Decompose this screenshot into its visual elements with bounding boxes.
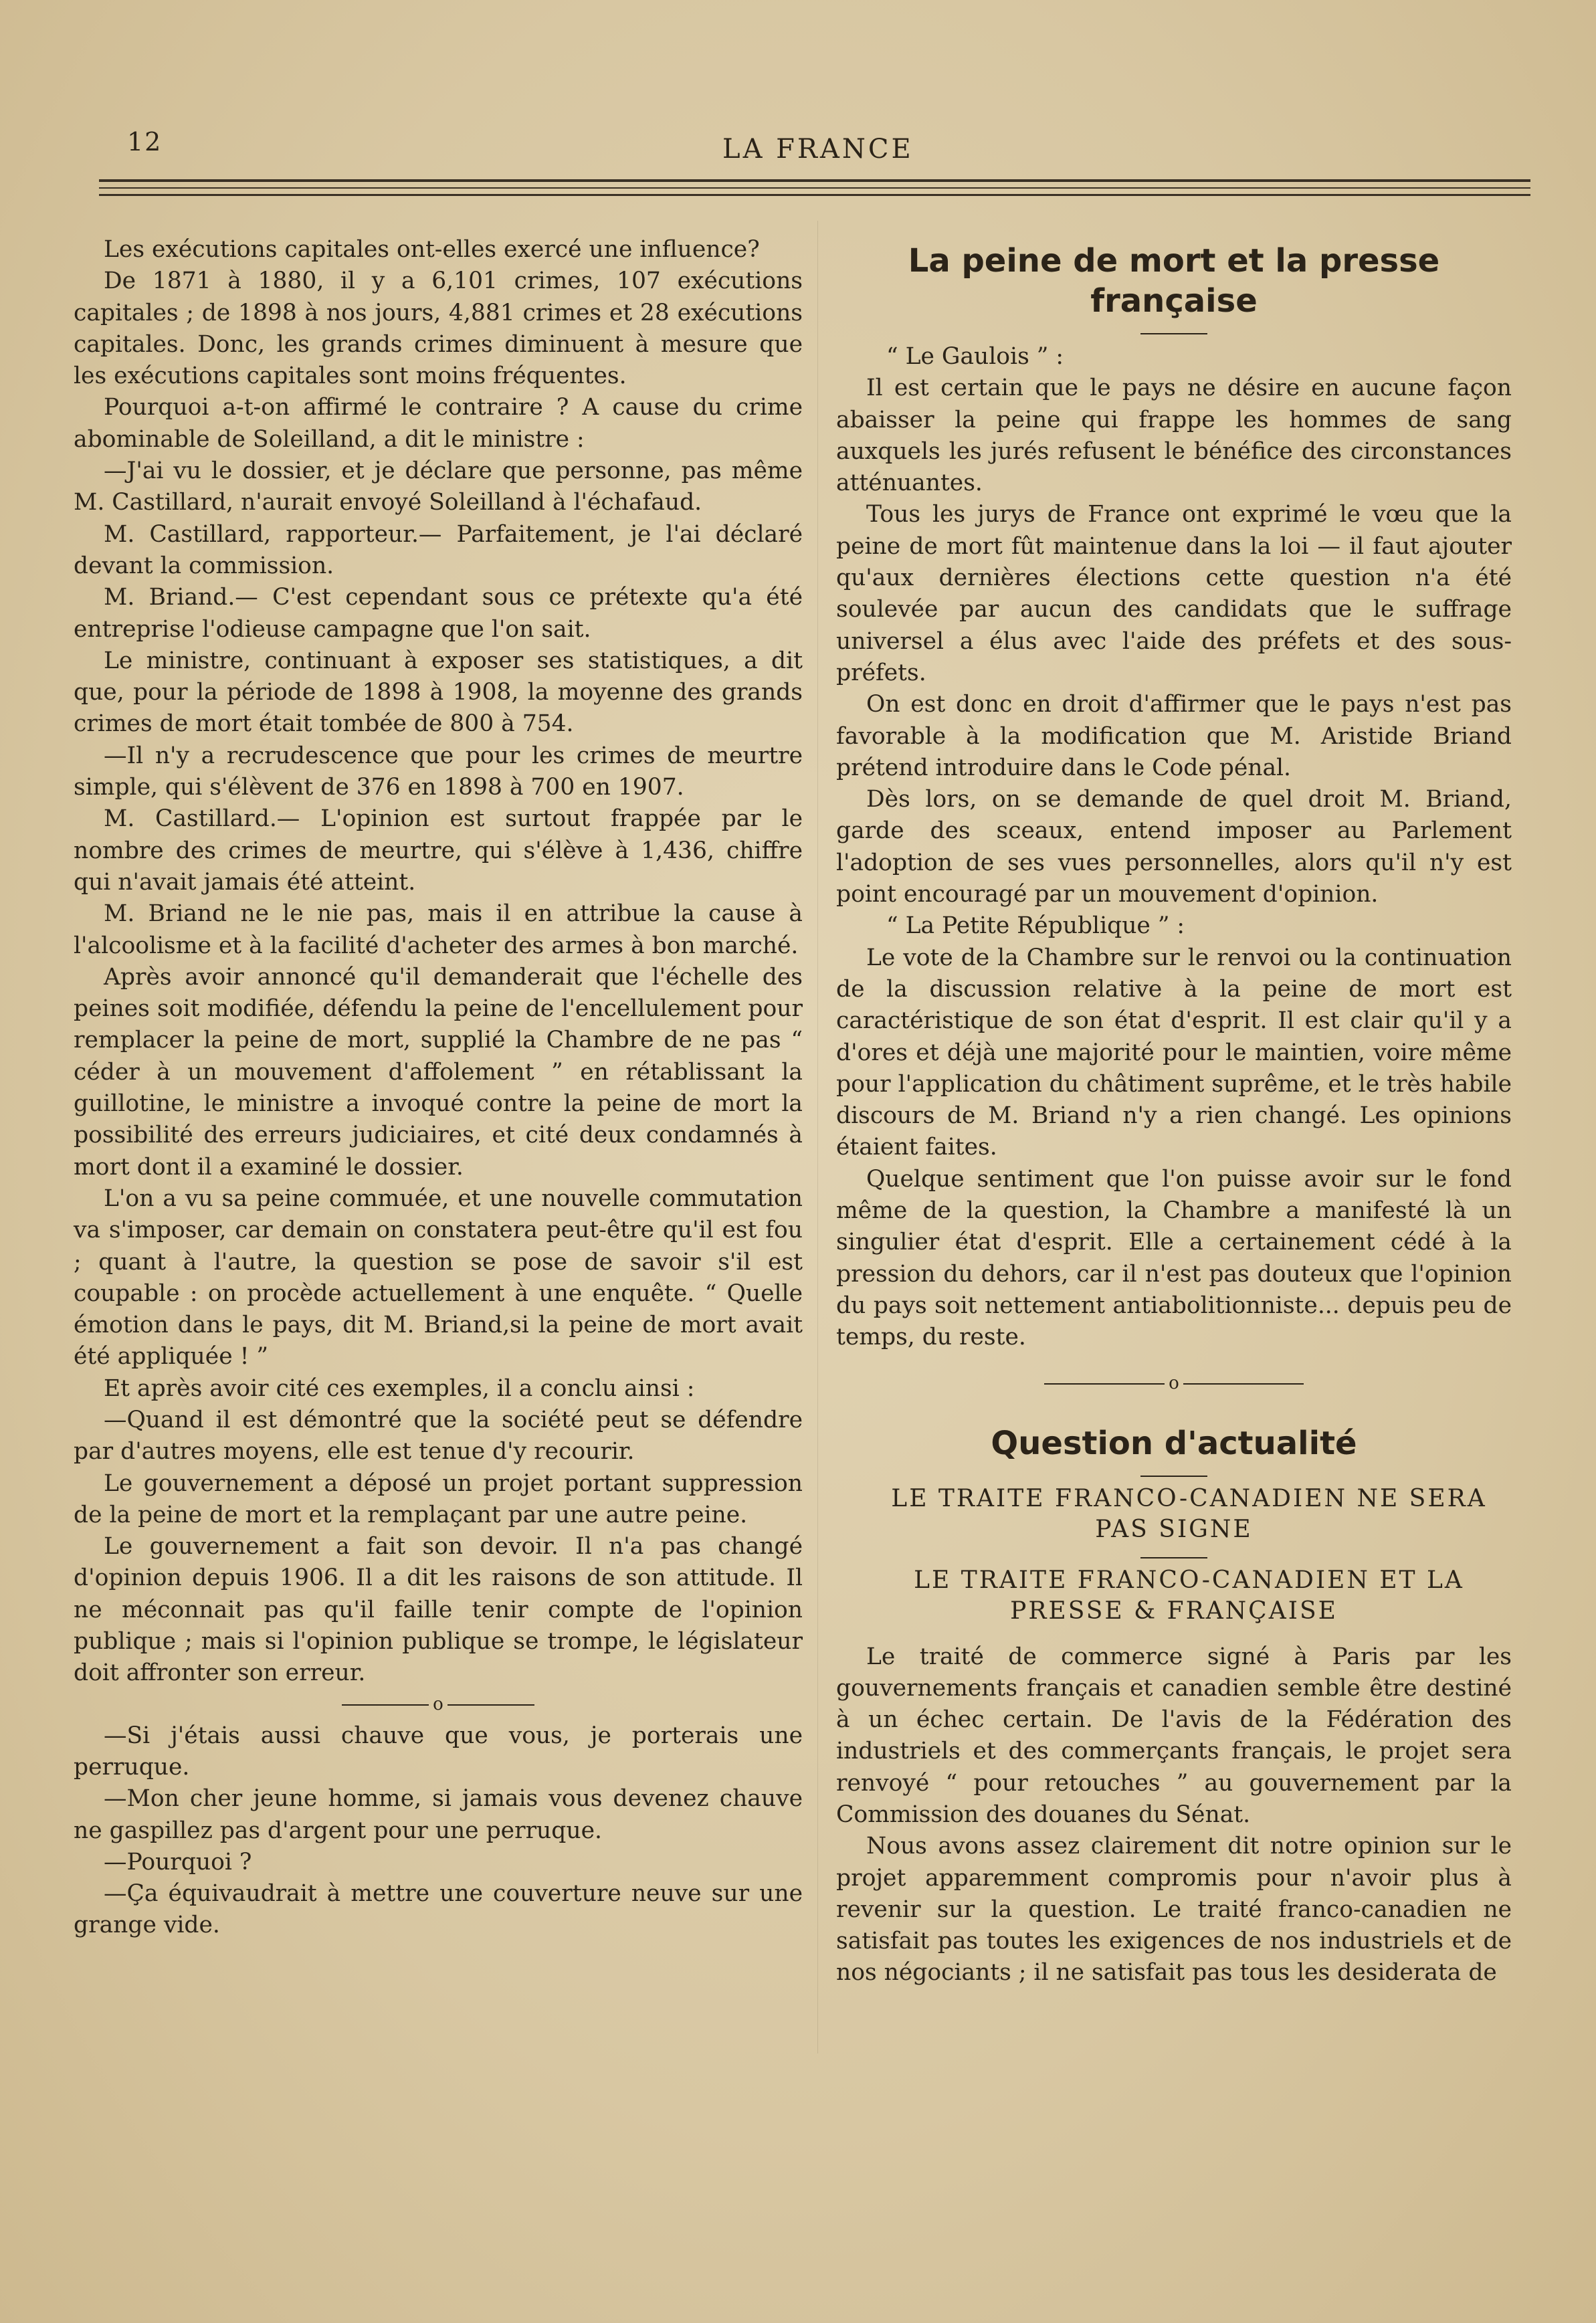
paragraph: Le traité de commerce signé à Paris par les gouvernements français et canadien semble être destiné à un échec certain. De l'avis de la Fédération des industriels et des commerçants français, le projet sera renvoyé “ pour retouches ” au gouvernement par la Commission des douanes du Sénat. — [836, 1643, 1512, 1828]
paragraph: Quelque sentiment que l'on puisse avoir sur le fond même de la question, la Chambre a manifesté là un singulier état d'esprit. Elle a certainement cédé à la pression du dehors, car il n'est pas douteux que l'opinion du pays soit nettement antiabolitionniste... depuis peu de temps, du reste. — [836, 1165, 1512, 1351]
separator-line — [342, 1704, 429, 1706]
paragraph: —J'ai vu le dossier, et je déclare que personne, pas même M. Castillard, n'aurait envoyé Soleilland à l'échafaud. — [74, 458, 803, 516]
headline-rule — [1140, 1557, 1207, 1558]
title-rule — [1140, 333, 1207, 334]
paragraph: M. Castillard, rapporteur.— Parfaitement, je l'ai déclaré devant la commission. — [74, 520, 803, 579]
left-column — [74, 234, 803, 1942]
section-title: Question d'actualité — [991, 1424, 1357, 1462]
section-separator — [836, 1369, 1512, 1399]
paragraph: Le vote de la Chambre sur le renvoi ou la continuation de la discussion relative à la peine de mort est caractéristique de son état d'esprit. Il est clair qu'il y a d'ores et déjà une majorité pour le maintien, voire même pour l'application du châtiment suprême, et le très habile discours de M. Briand n'y a rien changé. Les opinions étaient faites. — [836, 944, 1512, 1161]
paragraph: Après avoir annoncé qu'il demanderait que l'échelle des peines soit modifiée, défendu la peine de l'encellulement pour remplacer la peine de mort, supplié la Chambre de ne pas “ céder à un mouvement d'affolement ” en rétablissant la guillotine, le ministre a invoqué contre la peine de mort la possibilité des erreurs judiciaires, et cité deux condamnés à mort dont il a examiné le dossier. — [74, 963, 803, 1181]
separator-line — [447, 1704, 534, 1706]
paragraph: On est donc en droit d'affirmer que le pays n'est pas favorable à la modification que M. Aristide Briand prétend introduire dans le Code pénal. — [836, 691, 1512, 781]
paragraph: Tous les jurys de France ont exprimé le vœu que la peine de mort fût maintenue dans la loi — il faut ajouter qu'aux dernières élections cette question n'a été soulevée par aucun des candidats que le suffrage universel a élus avec l'aide des préfets et des sous-préfets. — [836, 501, 1512, 686]
header-rule-lower — [99, 194, 1530, 196]
section-separator — [74, 1690, 803, 1720]
paragraph: Le gouvernement a fait son devoir. Il n'a pas changé d'opinion depuis 1906. Il a dit les raisons de son attitude. Il ne méconnait pas qu'il faille tenir compte de l'opinion publique ; mais si l'opinion publique se trompe, le législateur doit affronter son erreur. — [74, 1533, 803, 1687]
paragraph: Dès lors, on se demande de quel droit M. Briand, garde des sceaux, entend imposer au Parlement l'adoption de ses vues personnelles, alors qu'il n'y est point encouragé par un mouvement d'opinion. — [836, 786, 1512, 908]
paragraph: Pourquoi a-t-on affirmé le contraire ? A cause du crime abominable de Soleilland, a dit le ministre : — [74, 394, 803, 453]
right-column — [836, 241, 1512, 1989]
separator-line — [1044, 1383, 1165, 1385]
paragraph: M. Briand ne le nie pas, mais il en attribue la cause à l'alcoolisme et à la facilité d'acheter des armes à bon marché. — [74, 900, 803, 959]
joke-line: —Pourquoi ? — [104, 1848, 252, 1876]
paragraph: Il est certain que le pays ne désire en aucune façon abaisser la peine qui frappe les hommes de sang auxquels les jurés refusent le bénéfice des circonstances atténuantes. — [836, 375, 1512, 497]
paragraph: M. Briand.— C'est cependant sous ce prétexte qu'a été entreprise l'odieuse campagne que l'on sait. — [74, 584, 803, 643]
paragraph: M. Castillard.— L'opinion est surtout frappée par le nombre des crimes de meurtre, qui s'élève à 1,436, chiffre qui n'avait jamais été atteint. — [74, 805, 803, 896]
header-rule-thin — [99, 187, 1530, 189]
paragraph: —Quand il est démontré que la société peut se défendre par d'autres moyens, elle est tenue d'y recourir. — [74, 1406, 803, 1466]
page-number: 12 — [127, 127, 163, 157]
paragraph: De 1871 à 1880, il y a 6,101 crimes, 107 exécutions capitales ; de 1898 à nos jours, 4,881 crimes et 28 exécutions capitales. Donc, les grands crimes diminuent à mesure que les exécutions capitales sont moins fréquentes. — [74, 268, 803, 390]
separator-line — [1183, 1383, 1304, 1385]
paragraph: —Il n'y a recrudescence que pour les crimes de meurtre simple, qui s'élèvent de 376 en 1898 à 700 en 1907. — [74, 742, 803, 801]
header-rule — [99, 179, 1530, 182]
separator-mark: o — [433, 1694, 443, 1715]
title-rule — [1140, 1476, 1207, 1477]
paragraph: Le gouvernement a déposé un projet portant suppression de la peine de mort et la remplaçant par une autre peine. — [74, 1470, 803, 1528]
joke-line: —Si j'étais aussi chauve que vous, je porterais une perruque. — [74, 1722, 803, 1781]
paragraph: L'on a vu sa peine commuée, et une nouvelle commutation va s'imposer, car demain on constatera peut-être qu'il est fou ; quant à l'autre, la question se pose de savoir s'il est coupable : on procède actuellement à une enquête. “ Quelle émotion dans le pays, dit M. Briand,si la peine de mort avait été appliquée ! ” — [74, 1185, 803, 1371]
article-title: La peine de mort et la presse française — [908, 242, 1440, 320]
press-source: “ La Petite République ” : — [886, 912, 1185, 940]
headline: LE TRAITE FRANCO-CANADIEN ET LA PRESSE & FRANÇAISE — [914, 1566, 1464, 1625]
joke-line: —Mon cher jeune homme, si jamais vous devenez chauve ne gaspillez pas d'argent pour une perruque. — [74, 1785, 803, 1844]
headline: LE TRAITE FRANCO-CANADIEN NE SERA PAS SIGNE — [891, 1484, 1487, 1543]
paragraph: Nous avons assez clairement dit notre opinion sur le projet apparemment compromis pour n'avoir plus à revenir sur la question. Le traité franco-canadien ne satisfait pas toutes les exigences de nos industriels et de nos négociants ; il ne satisfait pas tous les desiderata de — [836, 1833, 1512, 1987]
paragraph: Le ministre, continuant à exposer ses statistiques, a dit que, pour la période de 1898 à 1908, la moyenne des grands crimes de mort était tombée de 800 à 754. — [74, 647, 803, 738]
paragraph: Les exécutions capitales ont-elles exercé une influence? — [104, 236, 760, 263]
paragraph: Et après avoir cité ces exemples, il a conclu ainsi : — [104, 1375, 695, 1402]
joke-line: —Ça équivaudrait à mettre une couverture neuve sur une grange vide. — [74, 1880, 803, 1939]
press-source: “ Le Gaulois ” : — [886, 343, 1064, 370]
column-gutter — [817, 221, 818, 2053]
separator-mark: o — [1169, 1373, 1179, 1393]
running-head: LA FRANCE — [722, 134, 914, 165]
